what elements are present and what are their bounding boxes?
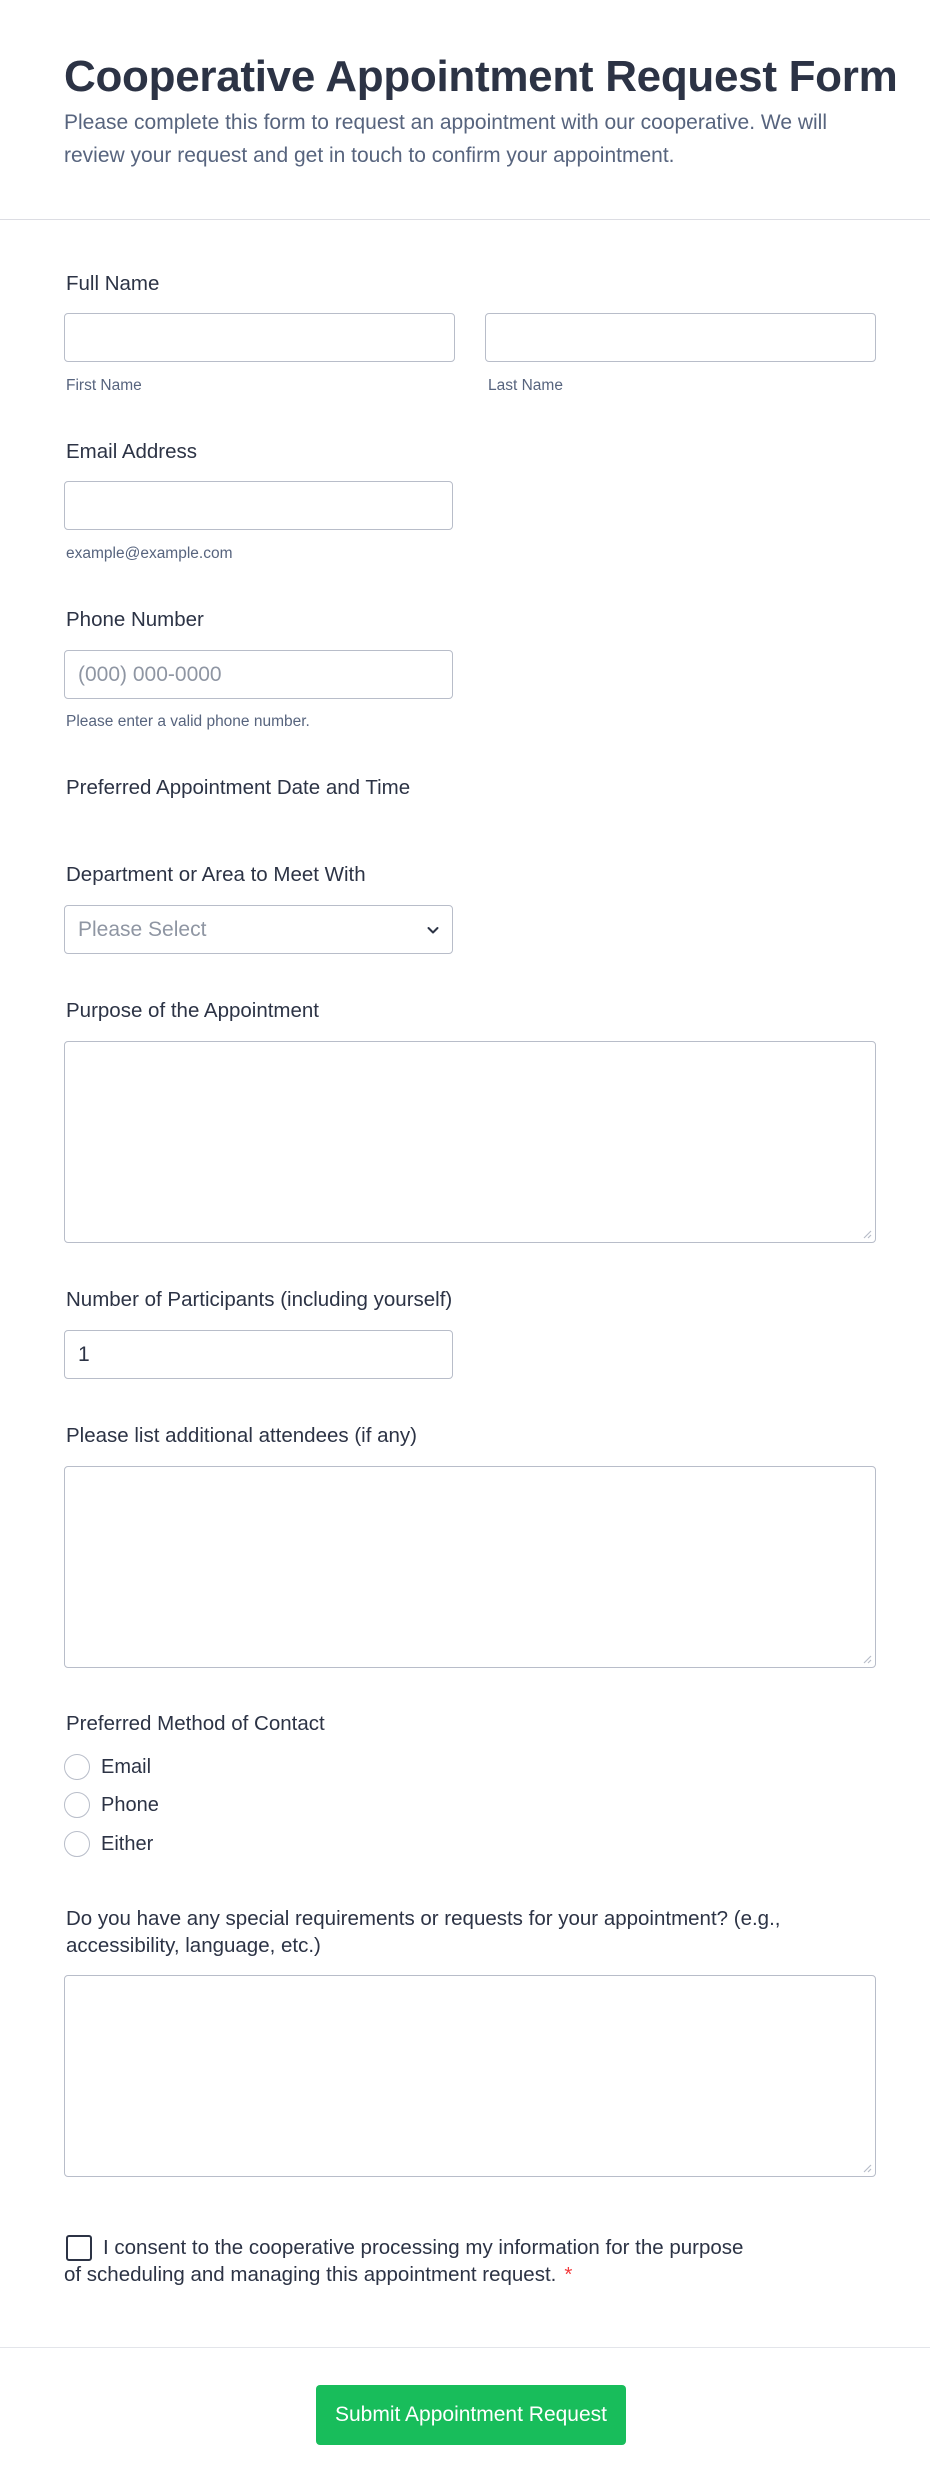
participants-input[interactable] [64, 1330, 453, 1379]
contact-option-email[interactable] [64, 1754, 184, 1780]
phone-input[interactable] [64, 650, 453, 699]
appointment-datetime-label: Preferred Appointment Date and Time [66, 776, 411, 799]
department-select[interactable] [64, 905, 453, 954]
first-name-sublabel: First Name [66, 377, 142, 394]
contact-option-phone[interactable] [64, 1792, 184, 1818]
contact-option-either[interactable] [64, 1831, 184, 1857]
full-name-label: Full Name [66, 272, 160, 295]
purpose-label: Purpose of the Appointment [66, 999, 320, 1022]
purpose-textarea[interactable] [64, 1041, 876, 1243]
phone-label: Phone Number [66, 608, 204, 631]
consent-text-line2-wrapper [64, 2263, 572, 2287]
email-label: Email Address [66, 440, 198, 463]
consent-text-line2: of scheduling and managing this appointment request. [64, 2263, 557, 2286]
contact-method-label: Preferred Method of Contact [66, 1712, 325, 1735]
email-sublabel: example@example.com [66, 545, 233, 562]
attendees-textarea[interactable] [64, 1466, 876, 1668]
form-subtitle: Please complete this form to request an appointment with our cooperative. We will review your request and get in touch to confirm your appointment. [64, 111, 827, 167]
special-requirements-label-line2: accessibility, language, etc.) [66, 1934, 321, 1957]
footer-divider [0, 2347, 930, 2348]
first-name-input[interactable] [64, 313, 455, 362]
email-input[interactable] [64, 481, 453, 530]
department-selected-value: Please Select [78, 918, 207, 941]
resize-grip-icon[interactable] [862, 1229, 872, 1239]
radio-label: Email [101, 1756, 152, 1778]
radio-label: Either [101, 1833, 154, 1855]
phone-sublabel: Please enter a valid phone number. [66, 713, 310, 730]
attendees-label: Please list additional attendees (if any) [66, 1424, 417, 1447]
consent-checkbox[interactable] [66, 2235, 92, 2261]
last-name-input[interactable] [485, 313, 876, 362]
required-marker: * [564, 2263, 573, 2286]
radio-button[interactable] [64, 1831, 90, 1857]
last-name-sublabel: Last Name [488, 377, 563, 394]
resize-grip-icon[interactable] [862, 1654, 872, 1664]
participants-label: Number of Participants (including yourself) [66, 1288, 453, 1311]
form-title: Cooperative Appointment Request Form [64, 52, 898, 101]
department-label: Department or Area to Meet With [66, 863, 366, 886]
submit-button[interactable]: Submit Appointment Request [316, 2385, 626, 2445]
resize-grip-icon[interactable] [862, 2163, 872, 2173]
radio-button[interactable] [64, 1754, 90, 1780]
consent-text-line1: I consent to the cooperative processing my information for the purpose [103, 2236, 744, 2259]
radio-label: Phone [101, 1794, 159, 1816]
special-requirements-textarea[interactable] [64, 1975, 876, 2177]
radio-button[interactable] [64, 1792, 90, 1818]
special-requirements-label-line1: Do you have any special requirements or requests for your appointment? (e.g., [66, 1907, 781, 1930]
form-header [0, 0, 930, 220]
chevron-down-icon [426, 923, 440, 937]
